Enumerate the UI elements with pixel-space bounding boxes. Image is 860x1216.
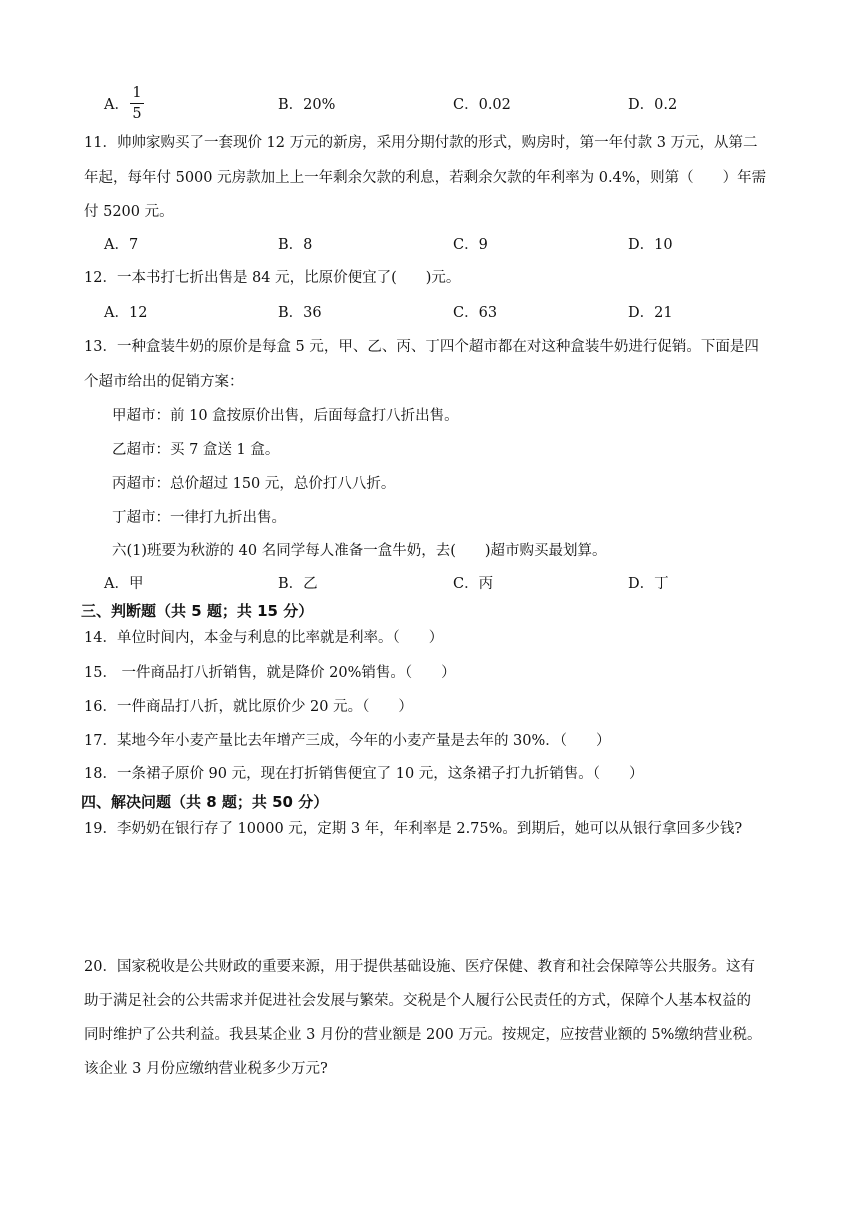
q15-text: 15． 一件商品打八折销售，就是降价 20%销售。（ ）: [84, 665, 456, 681]
q10-option-b: B．20%: [278, 97, 336, 113]
q11-text-line-1: 11．帅帅家购买了一套现价 12 万元的新房，采用分期付款的形式，购房时，第一年付款 3 万元，从第二: [84, 135, 758, 151]
q10-option-a-fraction: [130, 84, 144, 123]
q11-option-b: B．8: [278, 237, 313, 253]
q20-text-line-4: 该企业 3 月份应缴纳营业税多少万元?: [84, 1061, 328, 1077]
q13-option-a: A．甲: [104, 576, 144, 592]
q13-option-d: D．丁: [628, 576, 669, 592]
q20-text-line-3: 同时维护了公共利益。我县某企业 3 月份的营业额是 200 万元。按规定，应按营业额的 5%缴纳营业税。: [84, 1027, 762, 1043]
q11-option-c: C．9: [453, 237, 488, 253]
q12-text: 12．一本书打七折出售是 84 元，比原价便宜了( )元。: [84, 270, 461, 286]
q13-option-b: B．乙: [278, 576, 318, 592]
fraction-denominator: 5: [132, 106, 142, 122]
q13-option-c: C．丙: [453, 576, 494, 592]
q11-option-a: A．7: [104, 237, 139, 253]
section-3-title: 三、判断题（共 5 题；共 15 分）: [81, 602, 314, 620]
fraction-numerator: 1: [132, 85, 142, 101]
q17-text: 17．某地今年小麦产量比去年增产三成，今年的小麦产量是去年的 30%．（ ）: [84, 733, 611, 749]
q20-text-line-1: 20．国家税收是公共财政的重要来源，用于提供基础设施、医疗保健、教育和社会保障等公共服务。这有: [84, 959, 755, 975]
q11-option-d: D．10: [628, 237, 673, 253]
q12-option-d: D．21: [628, 305, 673, 321]
q14-text: 14．单位时间内，本金与利息的比率就是利率。（ ）: [84, 630, 444, 646]
q13-text-line-1: 13．一种盒装牛奶的原价是每盒 5 元，甲、乙、丙、丁四个超市都在对这种盒装牛奶进行促销。下面是四: [84, 339, 759, 355]
q16-text: 16．一件商品打八折，就比原价少 20 元。（ ）: [84, 699, 413, 715]
q10-option-d: D．0.2: [628, 97, 678, 113]
q19-text: 19．李奶奶在银行存了 10000 元，定期 3 年，年利率是 2.75%。到期后，她可以从银行拿回多少钱?: [84, 821, 743, 837]
q12-option-b: B．36: [278, 305, 322, 321]
q13-plan-jia: 甲超市：前 10 盒按原价出售，后面每盒打八折出售。: [112, 408, 459, 424]
q13-plan-bing: 丙超市：总价超过 150 元，总价打八八折。: [112, 476, 396, 492]
fraction-bar: [130, 103, 144, 104]
q13-plan-yi: 乙超市：买 7 盒送 1 盒。: [112, 442, 280, 458]
q11-text-line-3: 付 5200 元。: [84, 204, 174, 220]
q13-plan-ding: 丁超市：一律打九折出售。: [112, 510, 286, 526]
q18-text: 18．一条裙子原价 90 元，现在打折销售便宜了 10 元，这条裙子打九折销售。（ ）: [84, 766, 644, 782]
q12-option-c: C．63: [453, 305, 498, 321]
q20-text-line-2: 助于满足社会的公共需求并促进社会发展与繁荣。交税是个人履行公民责任的方式，保障个人基本权益的: [84, 993, 751, 1009]
q13-question: 六(1)班要为秋游的 40 名同学每人准备一盒牛奶，去( )超市购买最划算。: [112, 543, 607, 559]
section-4-title: 四、解决问题（共 8 题；共 50 分）: [81, 793, 329, 811]
q13-text-line-2: 个超市给出的促销方案：: [84, 374, 244, 390]
q12-option-a: A．12: [104, 305, 148, 321]
q10-option-a-label: A．: [104, 97, 129, 113]
q11-text-line-2: 年起，每年付 5000 元房款加上上一年剩余欠款的利息，若剩余欠款的年利率为 0.4%，则第（ ）年需: [84, 170, 767, 186]
q10-option-c: C．0.02: [453, 97, 511, 113]
